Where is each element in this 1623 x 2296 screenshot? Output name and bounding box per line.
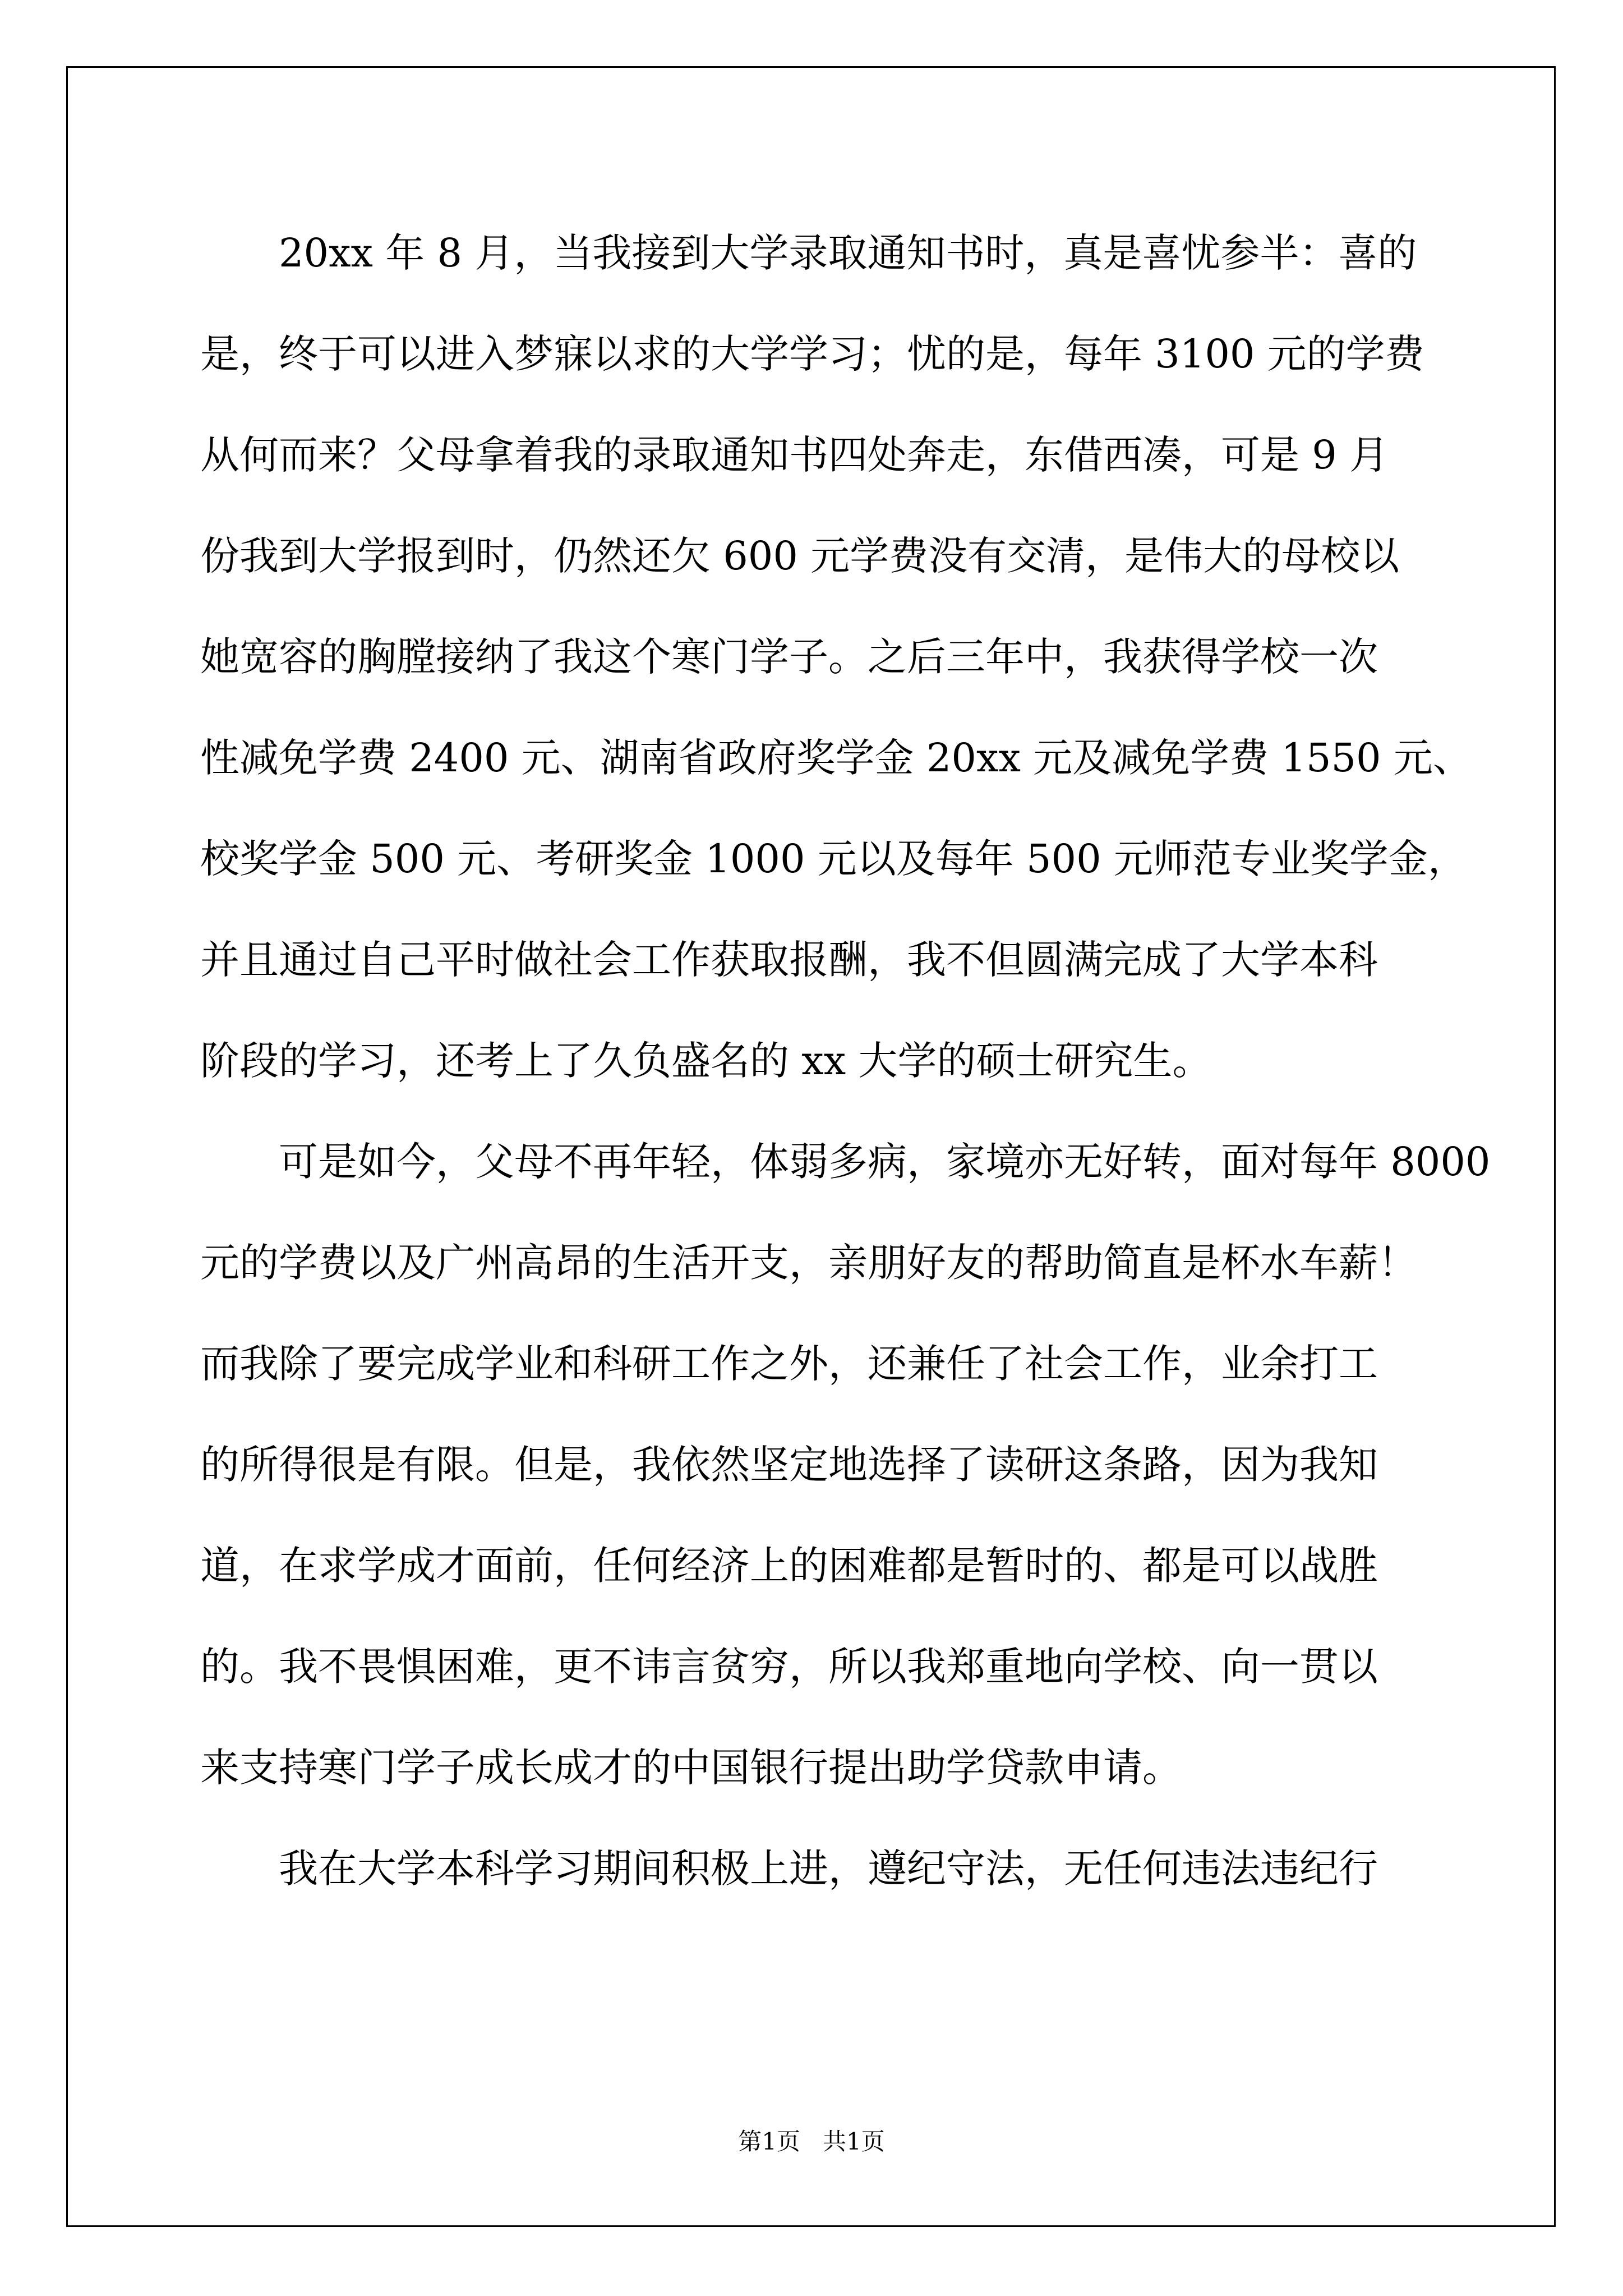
paragraph-2-line-1: 可是如今，父母不再年轻，体弱多病，家境亦无好转，面对每年 8000	[279, 1139, 1491, 1185]
paragraph-2-line-2: 元的学费以及广州高昂的生活开支，亲朋好友的帮助简直是杯水车薪！	[200, 1240, 1417, 1286]
paragraph-1-line-4: 份我到大学报到时，仍然还欠 600 元学费没有交清，是伟大的母校以	[200, 533, 1400, 579]
page-number-footer: 第1页 共1页	[738, 2128, 885, 2155]
paragraph-1-line-6: 性减免学费 2400 元、湖南省政府奖学金 20xx 元及减免学费 1550 元、	[200, 735, 1472, 781]
paragraph-1-line-3: 从何而来？父母拿着我的录取通知书四处奔走，东借西凑，可是 9 月	[200, 432, 1389, 478]
paragraph-3-line-1: 我在大学本科学习期间积极上进，遵纪守法，无任何违法违纪行	[279, 1846, 1378, 1892]
paragraph-2-line-7: 来支持寒门学子成长成才的中国银行提出助学贷款申请。	[200, 1745, 1182, 1791]
paragraph-1-line-9: 阶段的学习，还考上了久负盛名的 xx 大学的硕士研究生。	[200, 1038, 1212, 1084]
paragraph-2-line-3: 而我除了要完成学业和科研工作之外，还兼任了社会工作，业余打工	[200, 1341, 1378, 1387]
paragraph-2-line-4: 的所得很是有限。但是，我依然坚定地选择了读研这条路，因为我知	[200, 1442, 1378, 1488]
paragraph-2-line-6: 的。我不畏惧困难，更不讳言贫穷，所以我郑重地向学校、向一贯以	[200, 1644, 1378, 1690]
paragraph-1-line-1: 20xx 年 8 月，当我接到大学录取通知书时，真是喜忧参半：喜的	[279, 230, 1417, 276]
paragraph-1-line-5: 她宽容的胸膛接纳了我这个寒门学子。之后三年中，我获得学校一次	[200, 634, 1378, 680]
paragraph-1-line-2: 是，终于可以进入梦寐以求的大学学习；忧的是，每年 3100 元的学费	[200, 331, 1424, 377]
paragraph-1-line-7: 校奖学金 500 元、考研奖金 1000 元以及每年 500 元师范专业奖学金，	[200, 836, 1467, 882]
paragraph-2-line-5: 道，在求学成才面前，任何经济上的困难都是暂时的、都是可以战胜	[200, 1543, 1378, 1589]
paragraph-1-line-8: 并且通过自己平时做社会工作获取报酬，我不但圆满完成了大学本科	[200, 937, 1378, 983]
